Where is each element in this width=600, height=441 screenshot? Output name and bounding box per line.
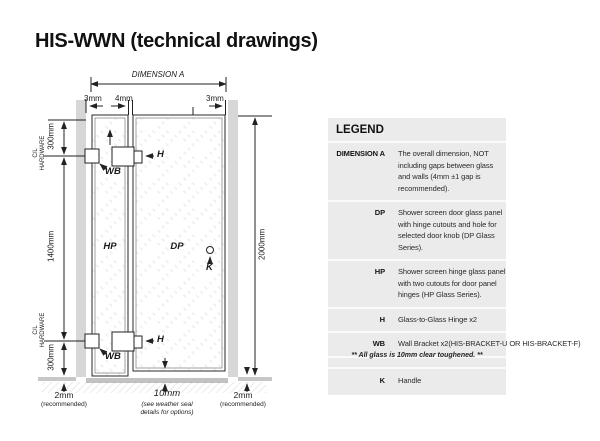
legend-term: DIMENSION A (336, 149, 385, 158)
gap-bottom-right-note: (recommended) (220, 401, 266, 408)
legend-row-h (328, 309, 506, 334)
wall-bracket-bottom (85, 334, 99, 348)
bracket-label-top: WB (105, 166, 121, 177)
legend-desc: Glass-to-Glass Hinge x2 (398, 314, 477, 324)
door-knob (207, 247, 214, 254)
legend-term: K (379, 375, 385, 385)
floor-right (238, 377, 272, 381)
legend-footnote: ** All glass is 10mm clear toughened. ** (351, 352, 483, 359)
legend-row-k (328, 369, 506, 396)
legend-row-spacer (328, 358, 506, 369)
page-title: HIS-WWN (technical drawings) (35, 30, 318, 52)
gap-left-label: 3mm (84, 94, 102, 103)
hinge-label-bottom: H (157, 334, 164, 345)
gap-bottom-mid-label: 10mm (153, 388, 181, 399)
legend-desc: Wall Bracket x2(HIS-BRACKET-U OR HIS-BRACKET-F) (398, 339, 581, 348)
dim-2000-label: 2000mm (257, 228, 267, 260)
hinge-label-top: H (157, 149, 164, 160)
dim-1400-label: 1400mm (46, 230, 56, 262)
cl-hardware-bottom-label: C/L HARDWARE (33, 312, 46, 348)
bracket-label-bottom: WB (105, 351, 121, 362)
gap-bottom-right-label: 2mm (233, 390, 253, 400)
right-wall (228, 100, 238, 377)
floor-left (38, 377, 76, 381)
dim-300-top-label: 300mm (46, 123, 56, 150)
legend-row-dp (328, 202, 506, 261)
dp-panel-label: DP (170, 241, 184, 252)
legend-desc: Shower screen hinge glass panel with two cutouts for door panel hinges (HP Glass Series). (398, 267, 506, 299)
legend-title: LEGEND (328, 118, 506, 143)
knob-label: K (206, 262, 213, 273)
hp-panel-label: HP (103, 241, 117, 252)
legend-term: WB (372, 339, 385, 348)
legend-desc: Handle (398, 375, 422, 385)
legend-term: H (379, 314, 385, 324)
dim-300-bottom-label: 300mm (46, 344, 56, 371)
gap-bottom-left-label: 2mm (54, 390, 74, 400)
legend-row-hp (328, 261, 506, 309)
cl-hardware-top-label: C/L HARDWARE (33, 135, 46, 171)
legend-desc: The overall dimension, NOT including gaps between glass and walls (4mm ±1 gap is recommended). (398, 149, 494, 193)
legend-desc: Shower screen door glass panel with hinge cutouts and hole for selected door knob (DP Glass Series). (398, 208, 503, 252)
legend-term: HP (374, 267, 385, 276)
legend-row-dimension-a (328, 143, 506, 202)
gap-bottom-mid-note: (see weather seal details for options) (140, 401, 194, 416)
legend-term: DP (374, 208, 385, 217)
wall-bracket-top (85, 149, 99, 163)
dimension-a-label: DIMENSION A (131, 70, 185, 79)
gap-right-label: 3mm (206, 94, 224, 103)
gap-bottom-left-note: (recommended) (41, 401, 87, 408)
gap-middle-label: 4mm (115, 94, 133, 103)
